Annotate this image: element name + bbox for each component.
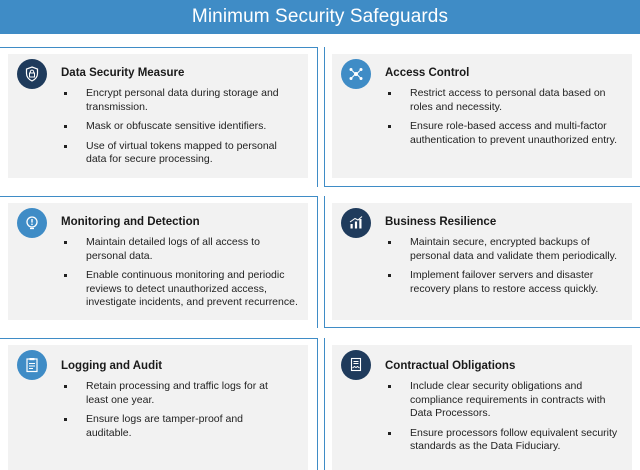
clipboard-audit-icon [17,350,47,380]
bullet-item: Maintain secure, encrypted backups of personal data and validate them periodically. [387,236,625,263]
monitoring-icon [17,208,47,238]
bullet-item: Ensure logs are tamper-proof and auditable. [63,413,288,440]
bullet-item: Ensure role-based access and multi-factor authentication to prevent unauthorized entry. [387,120,625,147]
card-contractual [332,345,632,470]
title-bar [0,0,640,34]
card-logging [8,345,308,470]
bullet-list [387,380,619,460]
card-monitoring [8,203,308,320]
card-title: Data Security Measure [61,67,185,79]
bullet-item: Ensure processors follow equivalent security standards as the Data Fiduciary. [387,427,619,454]
resilience-chart-icon [341,208,371,238]
card-data-security [8,54,308,178]
bullet-item: Encrypt personal data during storage and transmission. [63,87,293,114]
bullet-item: Restrict access to personal data based on roles and necessity. [387,87,625,114]
card-title: Business Resilience [385,216,497,228]
bullet-item: Maintain detailed logs of all access to personal data. [63,236,303,263]
page-title: Minimum Security Safeguards [191,6,449,27]
bullet-list [63,380,288,446]
bullet-item: Implement failover servers and disaster recovery plans to restore access quickly. [387,269,625,296]
card-title: Contractual Obligations [385,360,516,372]
bullet-item: Use of virtual tokens mapped to personal data for secure processing. [63,140,293,167]
bullet-list [63,236,303,316]
card-title: Access Control [385,67,470,79]
network-users-icon [341,59,371,89]
bullet-item: Mask or obfuscate sensitive identifiers. [63,120,293,134]
card-title: Logging and Audit [61,360,163,372]
bullet-item: Retain processing and traffic logs for at least one year. [63,380,288,407]
bullet-list [387,236,625,302]
card-title: Monitoring and Detection [61,216,200,228]
bullet-item: Enable continuous monitoring and periodic reviews to detect unauthorized access, investigate incidents, and prevent recurrence. [63,269,303,310]
bullet-list [387,87,625,153]
contract-handshake-icon [341,350,371,380]
card-access-control [332,54,632,178]
lock-shield-icon [17,59,47,89]
card-resilience [332,203,632,320]
bullet-item: Include clear security obligations and compliance requirements in contracts with Data Processors. [387,380,619,421]
bullet-list [63,87,293,173]
